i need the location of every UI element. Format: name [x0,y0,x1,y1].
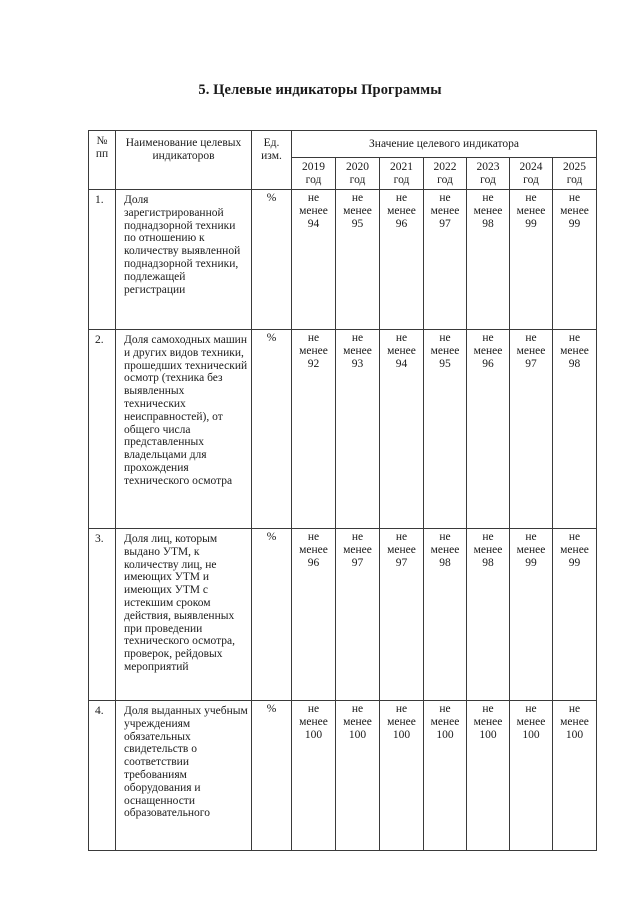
header-year-number: 2025 [563,161,587,173]
header-year [292,158,336,190]
page-title: 5. Целевые индикаторы Программы [198,82,442,98]
value-number: 97 [351,556,364,569]
value-qualifier: не [351,192,364,204]
value-qualifier: менее [387,715,416,728]
value-qualifier: менее [299,543,328,556]
value-qualifier: не [395,703,408,715]
value-qualifier: менее [430,543,460,556]
value-qualifier: не [525,703,537,715]
value-qualifier: не [525,192,537,204]
value-number: 98 [439,556,451,569]
indicator-unit: % [252,529,292,701]
indicator-value [510,529,553,701]
header-num: № пп [89,131,116,190]
table-row [89,529,597,701]
value-number: 100 [479,728,497,741]
value-qualifier: не [307,192,320,204]
header-year [424,158,467,190]
header-year-number: 2019 [302,161,325,173]
indicator-unit: % [252,330,292,529]
header-year-word: год [566,173,583,186]
row-number: 4. [89,701,116,851]
indicator-name: Доля зарегистрированной поднадзорной техники по отношению к количеству выявленной поднадзорной техники, подлежащей регистрации [116,190,252,330]
header-year [467,158,510,190]
value-qualifier: менее [299,715,328,728]
header-year [336,158,380,190]
value-number: 94 [307,217,320,230]
value-number: 100 [565,728,584,741]
value-qualifier: не [568,703,581,715]
value-qualifier: менее [516,543,546,556]
header-year [553,158,597,190]
indicator-value [467,701,510,851]
value-number: 96 [307,556,320,569]
indicator-value [553,529,597,701]
header-year-number: 2020 [346,161,369,173]
header-name: Наименование целевых индикаторов [116,131,252,190]
value-qualifier: менее [473,543,503,556]
value-qualifier: не [568,332,581,344]
indicator-value [380,190,424,330]
value-qualifier: не [525,332,537,344]
table-row [89,330,597,529]
value-qualifier: не [568,531,581,543]
value-qualifier: не [395,192,408,204]
value-qualifier: менее [473,344,503,357]
header-year-number: 2022 [433,161,457,173]
value-qualifier: менее [516,204,546,217]
value-qualifier: менее [560,344,589,357]
value-qualifier: менее [430,344,460,357]
indicator-value [336,330,380,529]
header-values-group: Значение целевого индикатора [292,131,597,158]
value-number: 97 [439,217,451,230]
value-number: 97 [395,556,408,569]
indicator-value [424,330,467,529]
value-qualifier: не [482,703,494,715]
value-qualifier: не [482,192,494,204]
value-number: 95 [351,217,364,230]
value-qualifier: не [351,703,364,715]
header-year [510,158,553,190]
header-year-word: год [305,173,322,186]
indicator-value [424,701,467,851]
value-qualifier: не [439,531,451,543]
header-year-number: 2023 [476,161,500,173]
indicator-value [336,190,380,330]
value-number: 100 [436,728,454,741]
value-number: 92 [307,357,320,370]
indicator-value [553,330,597,529]
header-unit: Ед. изм. [252,131,292,190]
value-qualifier: менее [473,715,503,728]
value-qualifier: не [351,332,364,344]
value-number: 98 [568,357,581,370]
value-qualifier: менее [560,543,589,556]
value-number: 96 [395,217,408,230]
value-number: 100 [392,728,411,741]
indicator-value [292,190,336,330]
value-qualifier: не [482,332,494,344]
value-qualifier: менее [343,715,372,728]
indicator-value [380,330,424,529]
value-qualifier: не [568,192,581,204]
value-qualifier: не [395,531,408,543]
indicator-value [380,701,424,851]
indicators-table [88,130,597,851]
value-qualifier: менее [343,204,372,217]
value-qualifier: не [351,531,364,543]
indicator-unit: % [252,190,292,330]
row-number: 2. [89,330,116,529]
value-qualifier: менее [343,344,372,357]
indicator-value [510,330,553,529]
value-qualifier: не [439,703,451,715]
header-year-word: год [480,173,496,186]
value-number: 98 [482,217,494,230]
value-qualifier: менее [299,344,328,357]
value-qualifier: менее [299,204,328,217]
value-qualifier: не [395,332,408,344]
indicator-value [467,529,510,701]
indicator-name: Доля выданных учебным учреждениям обязательных свидетельств о соответствии требованиям оборудования и оснащенности образовательного [116,701,252,851]
indicator-name: Доля лиц, которым выдано УТМ, к количеству лиц, не имеющих УТМ и имеющих УТМ с истекшим сроком действия, выявленных при проведении технического осмотра, проверок, рейдовых мероприятий [116,529,252,701]
value-number: 100 [348,728,367,741]
value-qualifier: менее [387,543,416,556]
indicator-value [553,190,597,330]
value-qualifier: не [525,531,537,543]
header-year-number: 2021 [390,161,413,173]
indicator-value [292,701,336,851]
value-number: 97 [525,357,537,370]
indicator-value [292,330,336,529]
indicator-value [380,529,424,701]
value-qualifier: менее [343,543,372,556]
value-qualifier: не [307,332,320,344]
value-qualifier: менее [473,204,503,217]
header-year-word: год [437,173,453,186]
value-number: 99 [568,217,581,230]
header-year-word: год [523,173,539,186]
header-year-word: год [349,173,366,186]
indicator-value [510,190,553,330]
value-qualifier: менее [387,204,416,217]
row-number: 1. [89,190,116,330]
header-year [380,158,424,190]
indicator-value [510,701,553,851]
value-number: 100 [522,728,540,741]
indicator-value [292,529,336,701]
value-number: 100 [304,728,323,741]
indicator-value [424,529,467,701]
value-number: 99 [525,217,537,230]
table-row [89,701,597,851]
value-qualifier: не [307,531,320,543]
value-number: 95 [439,357,451,370]
value-number: 94 [395,357,408,370]
row-number: 3. [89,529,116,701]
value-qualifier: менее [516,344,546,357]
value-qualifier: менее [516,715,546,728]
value-number: 93 [351,357,364,370]
indicator-unit: % [252,701,292,851]
indicator-value [336,701,380,851]
value-qualifier: менее [430,204,460,217]
value-number: 98 [482,556,494,569]
value-qualifier: не [307,703,320,715]
value-number: 96 [482,357,494,370]
indicator-value [336,529,380,701]
indicator-value [467,330,510,529]
value-qualifier: менее [560,715,589,728]
value-number: 99 [525,556,537,569]
value-number: 99 [568,556,581,569]
indicator-value [424,190,467,330]
header-year-number: 2024 [519,161,543,173]
indicator-value [467,190,510,330]
value-qualifier: не [482,531,494,543]
header-year-word: год [393,173,410,186]
table-row [89,190,597,330]
value-qualifier: менее [560,204,589,217]
indicator-name: Доля самоходных машин и других видов техники, прошедших технический осмотр (техника без выявленных технических неисправностей), от общего числа представленных владельцами для прохождения технического осмотра [116,330,252,529]
value-qualifier: менее [430,715,460,728]
value-qualifier: не [439,332,451,344]
value-qualifier: менее [387,344,416,357]
value-qualifier: не [439,192,451,204]
indicator-value [553,701,597,851]
